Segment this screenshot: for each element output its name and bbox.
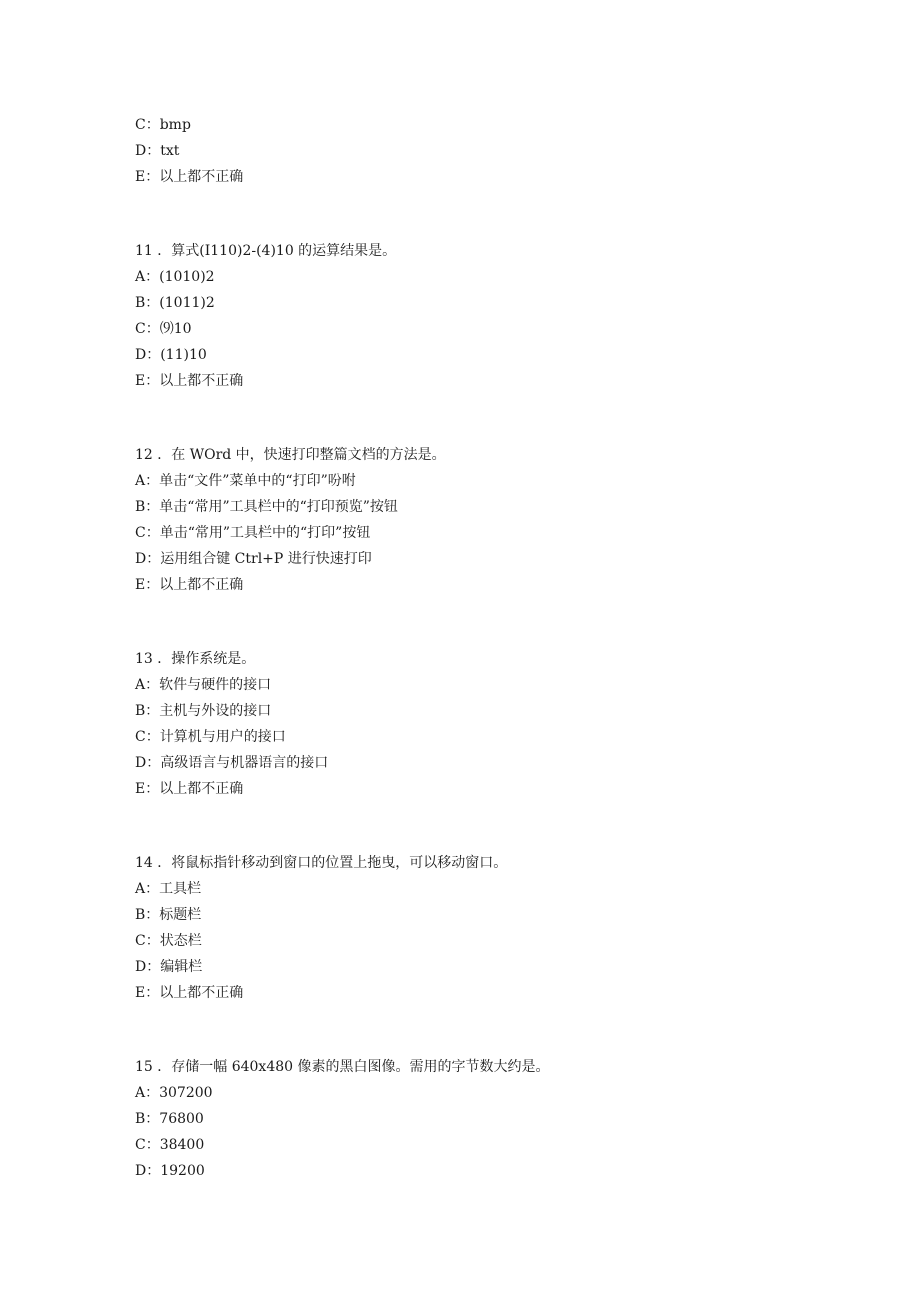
spacer — [135, 394, 835, 442]
option-d: D：编辑栏 — [135, 959, 203, 975]
option-a: A：工具栏 — [135, 881, 202, 897]
option-b: B：主机与外设的接口 — [135, 703, 272, 719]
question-stem: 11 ．算式(I110)2-(4)10 的运算结果是。 — [135, 243, 397, 259]
question-stem: 13 ．操作系统是。 — [135, 651, 256, 667]
option-e: E：以上都不正确 — [135, 781, 244, 797]
question-stem: 12 ．在 WOrd 中，快速打印整篇文档的方法是。 — [135, 447, 446, 463]
question-13 — [135, 646, 835, 802]
option-d: D：高级语言与机器语言的接口 — [135, 755, 329, 771]
option-a: A：(1010)2 — [135, 269, 215, 285]
spacer — [135, 1006, 835, 1054]
leading-options — [135, 112, 835, 190]
option-a: A：软件与硬件的接口 — [135, 677, 272, 693]
option-c: C：⑼10 — [135, 321, 192, 337]
spacer — [135, 802, 835, 850]
spacer — [135, 598, 835, 646]
spacer — [135, 190, 835, 238]
question-list — [135, 112, 835, 1184]
question-15 — [135, 1054, 835, 1184]
option-a: A：单击“文件”菜单中的“打印”吩咐 — [135, 473, 356, 489]
option-b: B：单击“常用”工具栏中的“打印预览”按钮 — [135, 499, 398, 515]
option-d: D：txt — [135, 143, 180, 159]
question-stem: 14 ．将鼠标指针移动到窗口的位置上拖曳，可以移动窗口。 — [135, 855, 508, 871]
option-b: B：标题栏 — [135, 907, 202, 923]
option-c: C：状态栏 — [135, 933, 202, 949]
option-d: D：(11)10 — [135, 347, 207, 363]
option-b: B：76800 — [135, 1111, 204, 1127]
option-a: A：307200 — [135, 1085, 213, 1101]
question-14 — [135, 850, 835, 1006]
option-b: B：(1011)2 — [135, 295, 215, 311]
option-c: C：单击“常用”工具栏中的“打印”按钮 — [135, 525, 371, 541]
option-c: C：计算机与用户的接口 — [135, 729, 286, 745]
option-d: D：运用组合键 Ctrl+P 进行快速打印 — [135, 551, 372, 567]
option-e: E：以上都不正确 — [135, 373, 244, 389]
option-e: E：以上都不正确 — [135, 169, 244, 185]
option-c: C：38400 — [135, 1137, 205, 1153]
question-11 — [135, 238, 835, 394]
option-e: E：以上都不正确 — [135, 577, 244, 593]
question-stem: 15 ．存储一幅 640x480 像素的黑白图像。需用的字节数大约是。 — [135, 1059, 550, 1075]
option-c: C：bmp — [135, 117, 191, 133]
question-12 — [135, 442, 835, 598]
option-d: D：19200 — [135, 1163, 205, 1179]
option-e: E：以上都不正确 — [135, 985, 244, 1001]
